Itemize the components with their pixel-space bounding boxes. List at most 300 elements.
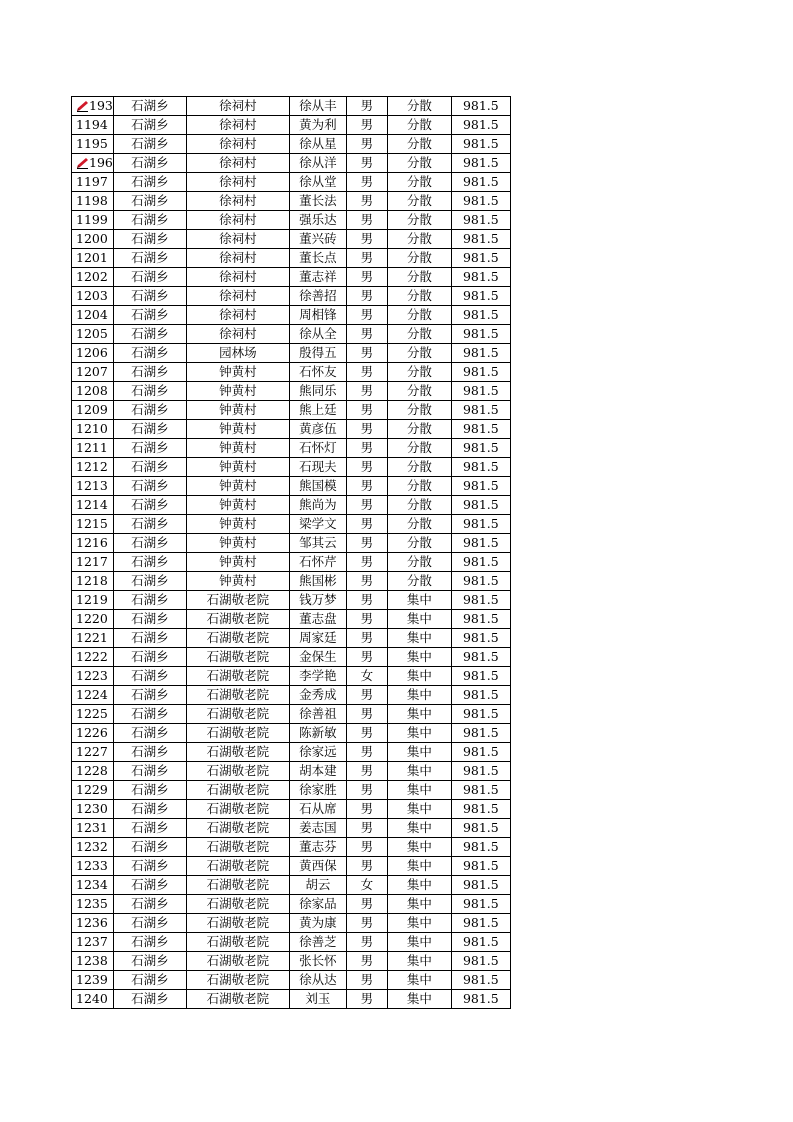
person-name-cell-text: 邹其云: [299, 535, 337, 550]
township-cell-text: 石湖乡: [131, 497, 169, 512]
township-cell-text: 石湖乡: [131, 307, 169, 322]
person-name-cell: [289, 363, 346, 382]
amount-cell: [451, 724, 510, 743]
row-number-cell: [72, 192, 114, 211]
table-row: [72, 762, 511, 781]
support-mode-cell: [387, 116, 451, 135]
gender-cell: [346, 173, 387, 192]
person-name-cell: [289, 933, 346, 952]
row-number-cell: [72, 420, 114, 439]
table-row: [72, 154, 511, 173]
village-cell-text: 石湖敬老院: [206, 934, 270, 949]
table-row: [72, 173, 511, 192]
row-number-cell-text: 1217: [76, 554, 108, 569]
table-row: [72, 192, 511, 211]
village-cell-text: 钟黄村: [219, 440, 257, 455]
table-row: [72, 268, 511, 287]
gender-cell-text: 男: [360, 820, 374, 835]
amount-cell: [451, 458, 510, 477]
gender-cell-text: 男: [360, 155, 374, 170]
table-row: [72, 439, 511, 458]
row-number-cell-text: 1211: [76, 440, 108, 455]
person-name-cell-text: 黄为利: [299, 117, 337, 132]
person-name-cell: [289, 211, 346, 230]
person-name-cell: [289, 135, 346, 154]
village-cell-text: 石湖敬老院: [206, 592, 270, 607]
gender-cell-text: 女: [360, 668, 374, 683]
amount-cell: [451, 534, 510, 553]
village-cell-text: 石湖敬老院: [206, 877, 270, 892]
gender-cell: [346, 895, 387, 914]
row-number-cell: [72, 249, 114, 268]
row-number-cell-text: 1230: [76, 801, 108, 816]
row-number-cell: [72, 762, 114, 781]
person-name-cell: [289, 800, 346, 819]
village-cell: [186, 724, 289, 743]
support-mode-cell-text: 集中: [406, 668, 432, 683]
township-cell-text: 石湖乡: [131, 763, 169, 778]
amount-cell-text: 981.5: [462, 953, 499, 968]
gender-cell-text: 男: [360, 326, 374, 341]
amount-cell: [451, 933, 510, 952]
township-cell-text: 石湖乡: [131, 896, 169, 911]
person-name-cell: [289, 458, 346, 477]
township-cell-text: 石湖乡: [131, 421, 169, 436]
village-cell: [186, 363, 289, 382]
amount-cell: [451, 116, 510, 135]
person-name-cell-text: 熊上廷: [299, 402, 337, 417]
table-row: [72, 135, 511, 154]
gender-cell-text: 男: [360, 174, 374, 189]
township-cell-text: 石湖乡: [131, 440, 169, 455]
support-mode-cell-text: 分散: [406, 117, 432, 132]
person-name-cell-text: 董志祥: [299, 269, 337, 284]
support-mode-cell: [387, 439, 451, 458]
amount-cell-text: 981.5: [462, 896, 499, 911]
gender-cell-text: 男: [360, 421, 374, 436]
support-mode-cell: [387, 990, 451, 1009]
amount-cell: [451, 135, 510, 154]
person-name-cell: [289, 648, 346, 667]
gender-cell: [346, 876, 387, 895]
village-cell-text: 徐祠村: [219, 288, 257, 303]
township-cell: [113, 686, 186, 705]
gender-cell-text: 女: [360, 877, 374, 892]
person-name-cell-text: 董志芬: [299, 839, 337, 854]
row-number-cell: [72, 952, 114, 971]
support-mode-cell-text: 分散: [406, 269, 432, 284]
person-name-cell: [289, 952, 346, 971]
person-name-cell: [289, 857, 346, 876]
township-cell: [113, 401, 186, 420]
support-mode-cell: [387, 686, 451, 705]
row-number-cell-text: 1234: [76, 877, 108, 892]
support-mode-cell: [387, 876, 451, 895]
township-cell: [113, 135, 186, 154]
support-mode-cell-text: 分散: [406, 478, 432, 493]
township-cell-text: 石湖乡: [131, 725, 169, 740]
village-cell: [186, 211, 289, 230]
support-mode-cell: [387, 154, 451, 173]
person-name-cell-text: 石从席: [299, 801, 337, 816]
township-cell-text: 石湖乡: [131, 516, 169, 531]
row-number-cell: [72, 173, 114, 192]
village-cell: [186, 971, 289, 990]
support-mode-cell-text: 集中: [406, 858, 432, 873]
person-name-cell-text: 石现夫: [299, 459, 337, 474]
gender-cell-text: 男: [360, 744, 374, 759]
township-cell: [113, 192, 186, 211]
township-cell: [113, 496, 186, 515]
support-mode-cell-text: 分散: [406, 212, 432, 227]
amount-cell-text: 981.5: [462, 858, 499, 873]
person-name-cell-text: 徐从洋: [299, 155, 337, 170]
village-cell-text: 园林场: [219, 345, 257, 360]
row-number-cell-text: 1202: [76, 269, 108, 284]
table-row: [72, 952, 511, 971]
amount-cell: [451, 743, 510, 762]
amount-cell: [451, 857, 510, 876]
gender-cell-text: 男: [360, 497, 374, 512]
person-name-cell: [289, 591, 346, 610]
relief-roster-table: [71, 96, 511, 1009]
village-cell-text: 钟黄村: [219, 421, 257, 436]
village-cell: [186, 629, 289, 648]
village-cell-text: 石湖敬老院: [206, 953, 270, 968]
village-cell-text: 石湖敬老院: [206, 668, 270, 683]
village-cell: [186, 420, 289, 439]
gender-cell: [346, 629, 387, 648]
gender-cell-text: 男: [360, 231, 374, 246]
amount-cell: [451, 249, 510, 268]
person-name-cell-text: 刘玉: [305, 991, 331, 1006]
village-cell: [186, 591, 289, 610]
row-number-cell-text: 1229: [76, 782, 108, 797]
village-cell-text: 石湖敬老院: [206, 706, 270, 721]
row-number-cell-text: 1236: [76, 915, 108, 930]
township-cell-text: 石湖乡: [131, 706, 169, 721]
table-body: [72, 97, 511, 1009]
row-number-cell-text: 1214: [76, 497, 108, 512]
table-row: [72, 249, 511, 268]
support-mode-cell-text: 集中: [406, 630, 432, 645]
row-number-cell-text: 1222: [76, 649, 108, 664]
amount-cell: [451, 591, 510, 610]
village-cell-text: 钟黄村: [219, 478, 257, 493]
township-cell-text: 石湖乡: [131, 136, 169, 151]
person-name-cell-text: 石怀友: [299, 364, 337, 379]
village-cell-text: 石湖敬老院: [206, 991, 270, 1006]
support-mode-cell: [387, 705, 451, 724]
table-row: [72, 572, 511, 591]
person-name-cell-text: 徐从全: [299, 326, 337, 341]
row-number-cell: [72, 724, 114, 743]
row-number-cell-text: 1239: [76, 972, 108, 987]
township-cell-text: 石湖乡: [131, 288, 169, 303]
support-mode-cell-text: 分散: [406, 231, 432, 246]
person-name-cell-text: 梁学文: [299, 516, 337, 531]
person-name-cell: [289, 838, 346, 857]
support-mode-cell-text: 分散: [406, 383, 432, 398]
village-cell-text: 钟黄村: [219, 516, 257, 531]
amount-cell: [451, 192, 510, 211]
person-name-cell: [289, 990, 346, 1009]
village-cell: [186, 705, 289, 724]
gender-cell: [346, 781, 387, 800]
township-cell: [113, 572, 186, 591]
support-mode-cell-text: 分散: [406, 288, 432, 303]
village-cell-text: 徐祠村: [219, 326, 257, 341]
township-cell-text: 石湖乡: [131, 117, 169, 132]
person-name-cell-text: 张长怀: [299, 953, 337, 968]
amount-cell: [451, 629, 510, 648]
person-name-cell: [289, 116, 346, 135]
gender-cell: [346, 686, 387, 705]
gender-cell-text: 男: [360, 535, 374, 550]
township-cell: [113, 933, 186, 952]
amount-cell-text: 981.5: [462, 554, 499, 569]
amount-cell: [451, 762, 510, 781]
row-number-cell: [72, 648, 114, 667]
gender-cell: [346, 857, 387, 876]
village-cell: [186, 496, 289, 515]
township-cell: [113, 515, 186, 534]
row-number-cell: [72, 401, 114, 420]
township-cell: [113, 705, 186, 724]
row-number-cell: [72, 135, 114, 154]
person-name-cell: [289, 154, 346, 173]
person-name-cell-text: 徐善祖: [299, 706, 337, 721]
gender-cell: [346, 211, 387, 230]
table-row: [72, 971, 511, 990]
village-cell: [186, 192, 289, 211]
amount-cell-text: 981.5: [462, 972, 499, 987]
village-cell: [186, 857, 289, 876]
person-name-cell: [289, 249, 346, 268]
village-cell: [186, 572, 289, 591]
village-cell-text: 钟黄村: [219, 535, 257, 550]
village-cell: [186, 458, 289, 477]
township-cell: [113, 458, 186, 477]
township-cell-text: 石湖乡: [131, 231, 169, 246]
village-cell-text: 石湖敬老院: [206, 915, 270, 930]
village-cell: [186, 116, 289, 135]
table-row: [72, 553, 511, 572]
person-name-cell-text: 强乐达: [299, 212, 337, 227]
person-name-cell: [289, 971, 346, 990]
township-cell: [113, 743, 186, 762]
village-cell: [186, 173, 289, 192]
row-number-cell: [72, 572, 114, 591]
support-mode-cell-text: 分散: [406, 497, 432, 512]
amount-cell-text: 981.5: [462, 839, 499, 854]
gender-cell: [346, 363, 387, 382]
gender-cell: [346, 154, 387, 173]
township-cell: [113, 610, 186, 629]
gender-cell: [346, 610, 387, 629]
table-row: [72, 667, 511, 686]
village-cell-text: 徐祠村: [219, 136, 257, 151]
table-row: [72, 344, 511, 363]
person-name-cell-text: 董兴砖: [299, 231, 337, 246]
row-number-cell: [72, 819, 114, 838]
support-mode-cell: [387, 591, 451, 610]
person-name-cell: [289, 287, 346, 306]
support-mode-cell-text: 分散: [406, 193, 432, 208]
person-name-cell-text: 陈新敏: [299, 725, 337, 740]
gender-cell: [346, 971, 387, 990]
gender-cell-text: 男: [360, 763, 374, 778]
village-cell-text: 徐祠村: [219, 193, 257, 208]
support-mode-cell-text: 集中: [406, 839, 432, 854]
person-name-cell: [289, 762, 346, 781]
support-mode-cell: [387, 173, 451, 192]
amount-cell-text: 981.5: [462, 212, 499, 227]
support-mode-cell-text: 集中: [406, 934, 432, 949]
row-number-cell: [72, 363, 114, 382]
village-cell-text: 石湖敬老院: [206, 611, 270, 626]
person-name-cell: [289, 344, 346, 363]
table-row: [72, 895, 511, 914]
support-mode-cell-text: 分散: [406, 440, 432, 455]
gender-cell: [346, 458, 387, 477]
gender-cell: [346, 724, 387, 743]
row-number-cell: [72, 705, 114, 724]
row-number-cell: [72, 439, 114, 458]
person-name-cell-text: 熊同乐: [299, 383, 337, 398]
row-number-cell-text: 193: [89, 98, 113, 113]
township-cell-text: 石湖乡: [131, 364, 169, 379]
township-cell-text: 石湖乡: [131, 269, 169, 284]
amount-cell-text: 981.5: [462, 763, 499, 778]
gender-cell: [346, 952, 387, 971]
support-mode-cell: [387, 933, 451, 952]
township-cell: [113, 230, 186, 249]
support-mode-cell: [387, 306, 451, 325]
support-mode-cell: [387, 420, 451, 439]
table-row: [72, 876, 511, 895]
township-cell: [113, 629, 186, 648]
village-cell: [186, 401, 289, 420]
table-row: [72, 914, 511, 933]
row-number-cell: [72, 857, 114, 876]
support-mode-cell: [387, 667, 451, 686]
support-mode-cell-text: 集中: [406, 953, 432, 968]
gender-cell-text: 男: [360, 364, 374, 379]
gender-cell-text: 男: [360, 573, 374, 588]
person-name-cell: [289, 781, 346, 800]
row-number-cell-text: 1201: [76, 250, 108, 265]
amount-cell-text: 981.5: [462, 706, 499, 721]
amount-cell: [451, 97, 510, 116]
township-cell-text: 石湖乡: [131, 782, 169, 797]
support-mode-cell-text: 分散: [406, 364, 432, 379]
gender-cell: [346, 762, 387, 781]
township-cell-text: 石湖乡: [131, 801, 169, 816]
person-name-cell: [289, 173, 346, 192]
amount-cell-text: 981.5: [462, 915, 499, 930]
support-mode-cell-text: 集中: [406, 915, 432, 930]
person-name-cell: [289, 306, 346, 325]
support-mode-cell: [387, 363, 451, 382]
row-number-cell-text: 1212: [76, 459, 108, 474]
amount-cell: [451, 686, 510, 705]
amount-cell-text: 981.5: [462, 497, 499, 512]
support-mode-cell: [387, 477, 451, 496]
support-mode-cell: [387, 629, 451, 648]
table-row: [72, 420, 511, 439]
person-name-cell: [289, 572, 346, 591]
gender-cell-text: 男: [360, 630, 374, 645]
gender-cell: [346, 268, 387, 287]
row-number-cell: [72, 610, 114, 629]
village-cell-text: 徐祠村: [219, 98, 257, 113]
township-cell-text: 石湖乡: [131, 858, 169, 873]
village-cell-text: 石湖敬老院: [206, 972, 270, 987]
row-number-cell-text: 1219: [76, 592, 108, 607]
person-name-cell-text: 徐从达: [299, 972, 337, 987]
gender-cell: [346, 914, 387, 933]
gender-cell-text: 男: [360, 782, 374, 797]
person-name-cell: [289, 876, 346, 895]
township-cell: [113, 154, 186, 173]
township-cell-text: 石湖乡: [131, 611, 169, 626]
row-number-cell-text: 1233: [76, 858, 108, 873]
village-cell: [186, 306, 289, 325]
gender-cell: [346, 838, 387, 857]
village-cell-text: 徐祠村: [219, 155, 257, 170]
amount-cell: [451, 876, 510, 895]
gender-cell-text: 男: [360, 136, 374, 151]
table-row: [72, 591, 511, 610]
support-mode-cell: [387, 971, 451, 990]
support-mode-cell-text: 集中: [406, 649, 432, 664]
row-number-cell-text: 1206: [76, 345, 108, 360]
township-cell: [113, 990, 186, 1009]
support-mode-cell: [387, 724, 451, 743]
gender-cell-text: 男: [360, 915, 374, 930]
row-number-cell-text: 1204: [76, 307, 108, 322]
amount-cell: [451, 515, 510, 534]
amount-cell-text: 981.5: [462, 649, 499, 664]
person-name-cell-text: 熊国模: [299, 478, 337, 493]
person-name-cell-text: 徐从星: [299, 136, 337, 151]
amount-cell: [451, 477, 510, 496]
support-mode-cell: [387, 249, 451, 268]
township-cell-text: 石湖乡: [131, 345, 169, 360]
township-cell: [113, 306, 186, 325]
village-cell-text: 石湖敬老院: [206, 649, 270, 664]
amount-cell: [451, 572, 510, 591]
table-row: [72, 477, 511, 496]
gender-cell: [346, 515, 387, 534]
table-row: [72, 230, 511, 249]
amount-cell: [451, 439, 510, 458]
amount-cell: [451, 382, 510, 401]
support-mode-cell-text: 集中: [406, 763, 432, 778]
person-name-cell-text: 徐家胜: [299, 782, 337, 797]
gender-cell-text: 男: [360, 478, 374, 493]
row-number-cell-text: 1220: [76, 611, 108, 626]
village-cell-text: 徐祠村: [219, 117, 257, 132]
row-number-cell-text: 1209: [76, 402, 108, 417]
person-name-cell: [289, 268, 346, 287]
village-cell: [186, 344, 289, 363]
village-cell-text: 钟黄村: [219, 459, 257, 474]
village-cell-text: 石湖敬老院: [206, 725, 270, 740]
township-cell-text: 石湖乡: [131, 193, 169, 208]
gender-cell: [346, 401, 387, 420]
